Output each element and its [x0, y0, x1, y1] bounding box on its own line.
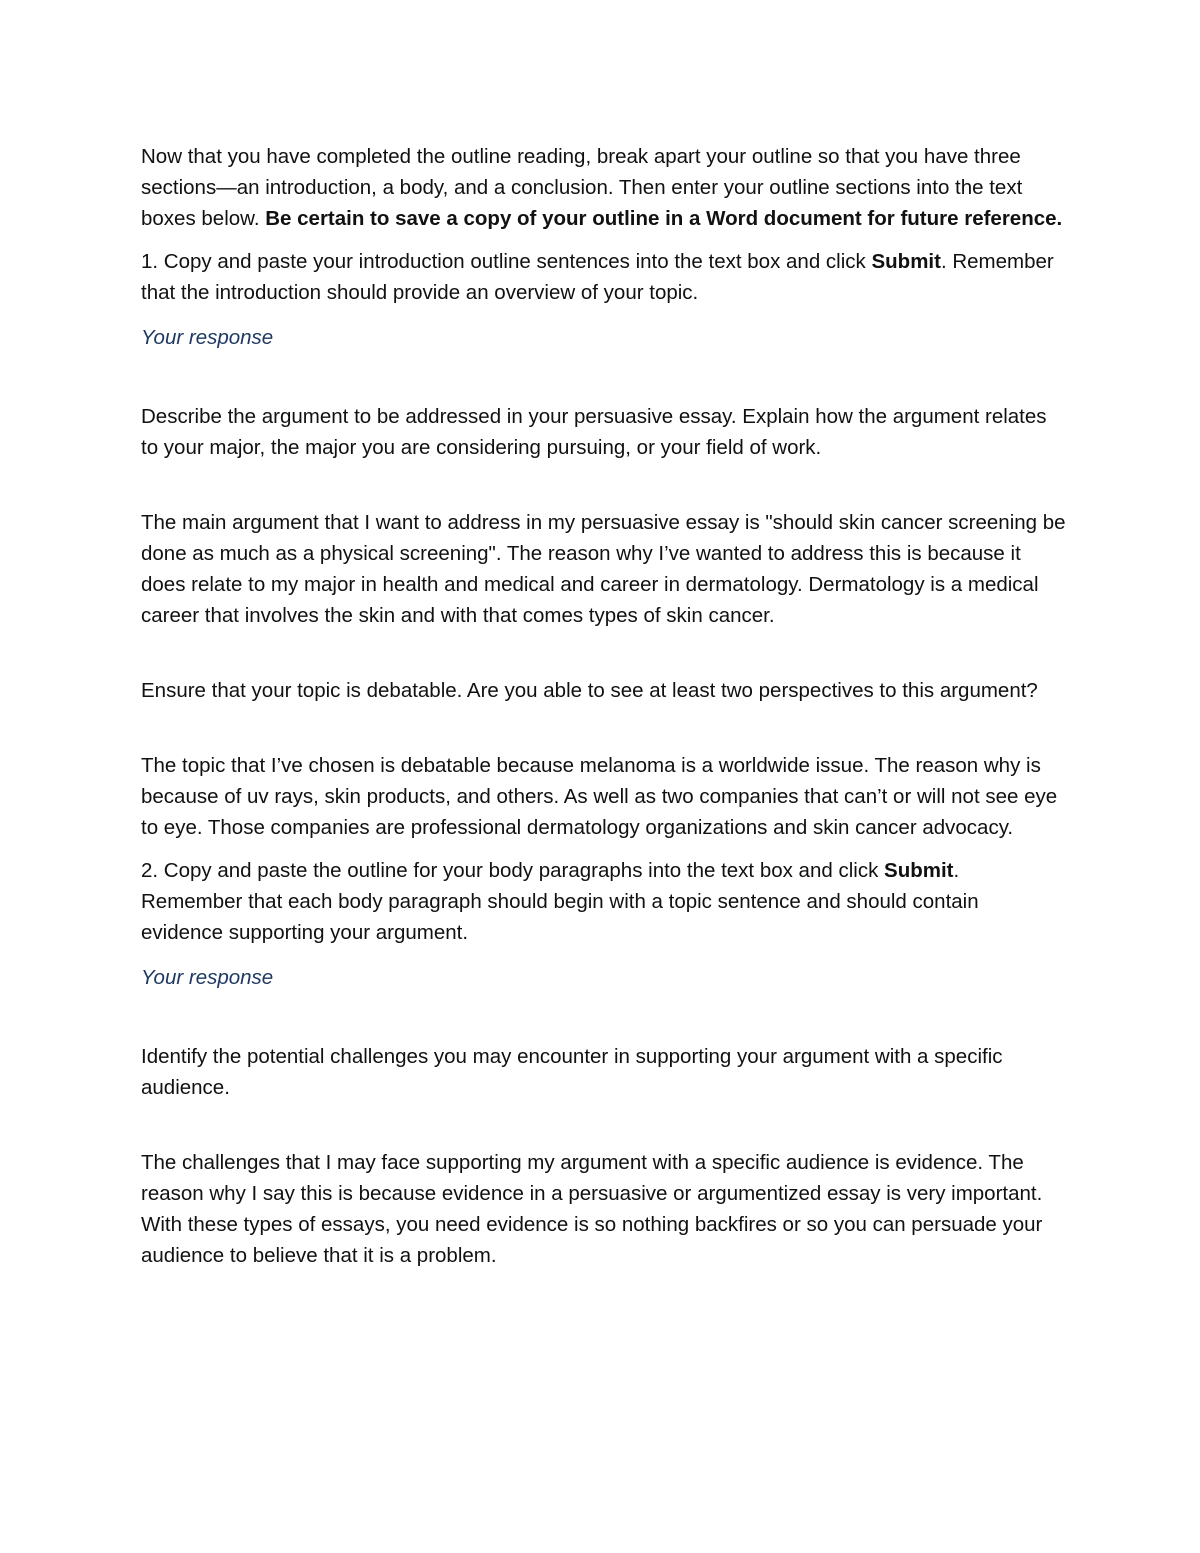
question-2: Ensure that your topic is debatable. Are you able to see at least two perspectives to this argument? [141, 679, 1038, 702]
document-body [141, 141, 1066, 1271]
answer-1: The main argument that I want to address in my persuasive essay is "should skin cancer screening be done as much as a physical screening". The reason why I’ve wanted to address this is because it does relate to my major in health and medical and career in dermatology. Dermatology is a medical career that involves the skin and with that comes types of skin cancer. [141, 511, 1066, 627]
question-3: Identify the potential challenges you may encounter in supporting your argument with a specific audience. [141, 1045, 1003, 1099]
question-1: Describe the argument to be addressed in your persuasive essay. Explain how the argument relates to your major, the major you are considering pursuing, or your field of work. [141, 405, 1047, 459]
answer-2: The topic that I’ve chosen is debatable because melanoma is a worldwide issue. The reason why is because of uv rays, skin products, and others. As well as two companies that can’t or will not see eye to eye. Those companies are professional dermatology organizations and skin cancer advocacy. [141, 754, 1058, 839]
step2-submit-word: Submit [884, 859, 954, 882]
step1-text-after: . Remember that the introduction should provide an overview of your topic. [141, 250, 1054, 304]
intro-text: Now that you have completed the outline reading, break apart your outline so that you have three sections—an introduction, a body, and a conclusion. Then enter your outline sections into the text boxes below. [141, 145, 1023, 230]
intro-paragraph [141, 141, 1066, 234]
step2-instruction [141, 855, 1066, 948]
intro-bold-note: Be certain to save a copy of your outline in a Word document for future reference. [265, 207, 1063, 230]
answer-3: The challenges that I may face supporting my argument with a specific audience is evidence. The reason why I say this is because evidence in a persuasive or argumentized essay is very important. With these types of essays, you need evidence is so nothing backfires or so you can persuade your audience to believe that it is a problem. [141, 1151, 1043, 1267]
response2-label: Your response [141, 966, 274, 989]
response1-label: Your response [141, 326, 274, 349]
step1-text-before: 1. Copy and paste your introduction outline sentences into the text box and click [141, 250, 872, 273]
step2-text-before: 2. Copy and paste the outline for your body paragraphs into the text box and click [141, 859, 885, 882]
step1-submit-word: Submit [871, 250, 941, 273]
step2-text-after: . Remember that each body paragraph should begin with a topic sentence and should contain evidence supporting your argument. [141, 859, 979, 944]
step1-instruction [141, 246, 1066, 308]
